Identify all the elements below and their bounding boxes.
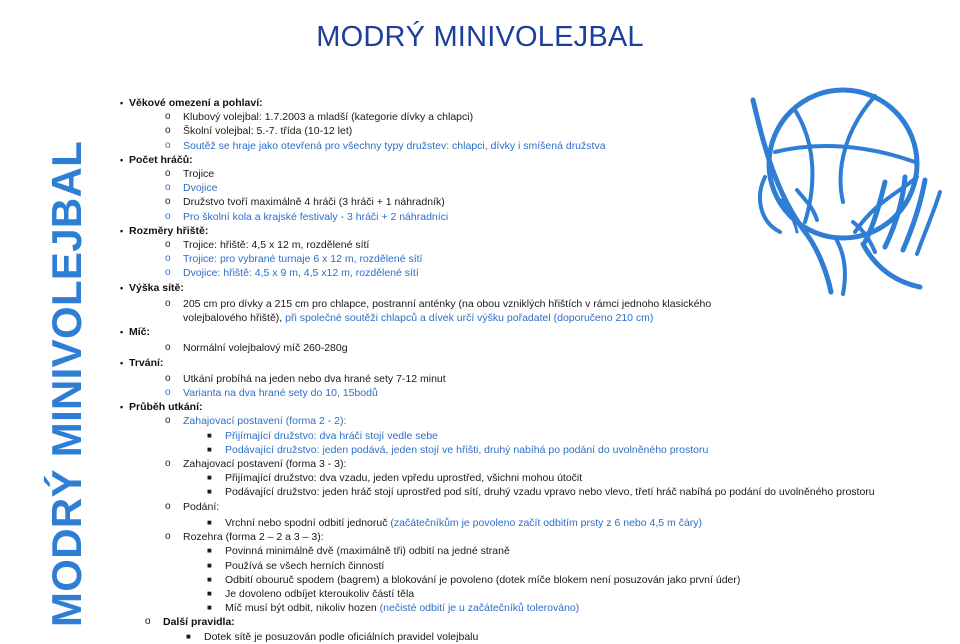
square-bullet-icon: ■ (207, 430, 212, 440)
list-item: o Normální volejbalový míč 260-280g (165, 342, 348, 355)
bullet-icon: • (120, 282, 124, 293)
circle-bullet-icon: o (165, 196, 171, 208)
sub-list-item: ■ Přijímající družstvo: dva vzadu, jeden vpředu uprostřed, všichni mohou útočit (207, 472, 583, 485)
square-bullet-icon: ■ (207, 444, 212, 454)
list-item: o Varianta na dva hrané sety do 10, 15bodů (165, 387, 378, 400)
square-bullet-icon: ■ (207, 473, 212, 483)
list-item: ■ Dotek sítě je posuzován podle oficiálních pravidel volejbalu (186, 630, 479, 643)
circle-bullet-icon: o (165, 387, 171, 399)
square-bullet-icon: ■ (207, 560, 212, 570)
rules-list (120, 96, 950, 644)
circle-bullet-icon: o (165, 139, 171, 151)
bullet-icon: • (120, 327, 124, 338)
list-item: o Pro školní kola a krajské festivaly - 3 hráči + 2 náhradníci (165, 210, 449, 223)
circle-bullet-icon: o (165, 210, 171, 222)
circle-bullet-icon: o (165, 372, 171, 384)
sub-list-item: ■ Používá se všech herních činností (207, 559, 385, 572)
sub-list-item: ■ Povinná minimálně dvě (maximálně tři) odbití na jedné straně (207, 545, 510, 558)
heading-players: • Počet hráčů: (120, 153, 193, 166)
sub-list-item: ■ Odbití obouruč spodem (bagrem) a blokování je povoleno (dotek míče blokem není posuzován jako první úder) (207, 573, 741, 586)
circle-bullet-icon: o (165, 182, 171, 194)
list-item: o Podání: (165, 500, 220, 513)
list-item: o Trojice (165, 168, 215, 181)
heading-other-rules: o Další pravidla: (145, 616, 235, 629)
list-item: o Trojice: pro vybrané turnaje 6 x 12 m, rozdělené sítí (165, 253, 423, 266)
side-title (0, 0, 90, 629)
list-item-continued: volejbalového hřiště), při společné soutěži chlapců a dívek určí výšku pořadatel (doporučeno 210 cm) (183, 312, 654, 325)
list-item: o Klubový volejbal: 1.7.2003 a mladší (kategorie dívky a chlapci) (165, 111, 474, 124)
heading-court: • Rozměry hřiště: (120, 224, 209, 237)
bullet-icon: • (120, 98, 124, 108)
bullet-icon: • (120, 402, 124, 413)
list-item: o Školní volejbal: 5.-7. třída (10-12 let) (165, 125, 353, 138)
list-item: o Zahajovací postavení (forma 2 - 2): (165, 415, 347, 428)
heading-age: • Věkové omezení a pohlaví: (120, 97, 263, 109)
square-bullet-icon: ■ (207, 546, 212, 556)
page-title: MODRÝ MINIVOLEJBAL (316, 21, 644, 53)
bullet-icon: • (120, 154, 124, 165)
list-item: o Rozehra (forma 2 – 2 a 3 – 3): (165, 531, 324, 544)
bullet-icon: • (120, 225, 124, 236)
circle-bullet-icon: o (165, 111, 171, 123)
list-item: o Trojice: hřiště: 4,5 x 12 m, rozdělené sítí (165, 239, 370, 252)
circle-bullet-icon: o (145, 616, 151, 628)
sub-list-item: ■ Míč musí být odbit, nikoliv hozen (nečisté odbití je u začátečníků tolerováno) (207, 602, 580, 615)
bullet-icon: • (120, 357, 124, 368)
list-item: o Zahajovací postavení (forma 3 - 3): (165, 458, 347, 471)
heading-duration: • Trvání: (120, 356, 164, 369)
list-item: o Dvojice: hřiště: 4,5 x 9 m, 4,5 x12 m, rozdělené sítí (165, 267, 419, 280)
sub-list-item: ■ Vrchní nebo spodní odbití jednoruč (začátečníkům je povoleno začít odbitím prsty z 6 nebo 4,5 m čáry) (207, 516, 703, 529)
circle-bullet-icon: o (165, 253, 171, 265)
circle-bullet-icon: o (165, 125, 171, 137)
list-item: o Utkání probíhá na jeden nebo dva hrané sety 7-12 minut (165, 372, 446, 385)
circle-bullet-icon: o (165, 415, 171, 427)
list-item: o Dvojice (165, 182, 218, 195)
list-item: o Soutěž se hraje jako otevřená pro všechny typy družstev: chlapci, dívky i smíšená družstva (165, 139, 606, 152)
square-bullet-icon: ■ (207, 487, 212, 497)
heading-match: • Průběh utkání: (120, 401, 203, 414)
circle-bullet-icon: o (165, 267, 171, 279)
square-bullet-icon: ■ (207, 588, 212, 598)
sub-list-item: ■ Podávající družstvo: jeden hráč stojí uprostřed pod sítí, druhý vzadu vpravo nebo vlevo, třetí hráč nabíhá po podání do uvolněného prostoru (207, 486, 875, 499)
heading-net: • Výška sítě: (120, 281, 184, 294)
circle-bullet-icon: o (165, 239, 171, 251)
sub-list-item: ■ Je dovoleno odbíjet kteroukoliv částí těla (207, 587, 415, 600)
square-bullet-icon: ■ (207, 574, 212, 584)
circle-bullet-icon: o (165, 458, 171, 470)
square-bullet-icon: ■ (186, 631, 191, 641)
sub-list-item: ■ Podávající družstvo: jeden podává, jeden stojí ve hřišti, druhý nabíhá po podání do uvolněného prostoru (207, 443, 709, 456)
circle-bullet-icon: o (165, 168, 171, 180)
circle-bullet-icon: o (165, 531, 171, 543)
sub-list-item: ■ Přijímající družstvo: dva hráči stojí vedle sebe (207, 429, 439, 442)
side-title-text: MODRÝ MINIVOLEJBAL (43, 140, 90, 627)
circle-bullet-icon: o (165, 500, 171, 512)
list-item: o 205 cm pro dívky a 215 cm pro chlapce, postranní anténky (na obou vzniklých hřištích v rámci jednoho klasického (165, 297, 712, 310)
circle-bullet-icon: o (165, 297, 171, 309)
square-bullet-icon: ■ (207, 517, 212, 527)
circle-bullet-icon: o (165, 342, 171, 354)
heading-ball: • Míč: (120, 326, 150, 339)
list-item: o Družstvo tvoří maximálně 4 hráči (3 hráči + 1 náhradník) (165, 196, 445, 209)
square-bullet-icon: ■ (207, 603, 212, 613)
